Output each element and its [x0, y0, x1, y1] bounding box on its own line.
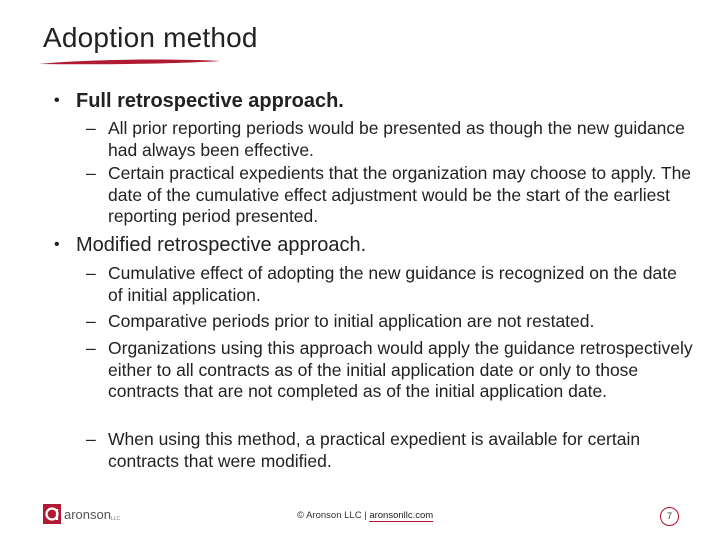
sub-bullet-text: All prior reporting periods would be presented as though the new guidance had always been effective. — [108, 118, 685, 160]
sub-bullet — [86, 311, 693, 333]
sub-dash: – — [86, 429, 96, 449]
logo-suffix: LLC — [111, 516, 121, 522]
bullet-modified-retrospective — [54, 232, 367, 258]
bullet-dot: • — [54, 92, 60, 109]
sub-dash: – — [86, 163, 96, 183]
sub-bullet-text: When using this method, a practical expedient is available for certain contracts that were modified. — [108, 429, 641, 471]
bullet-full-retrospective — [54, 88, 344, 114]
aronson-logo — [43, 503, 123, 525]
sub-bullet — [86, 263, 693, 306]
bullet-label: Full retrospective approach. — [76, 90, 344, 112]
slide-title: Adoption method — [43, 22, 258, 53]
bullet-dot: • — [54, 236, 60, 253]
copyright-text: © Aronson LLC | — [297, 510, 370, 521]
sub-bullet-text: Organizations using this approach would apply the guidance retrospectively either to all contracts as of the initial application date or only to those contracts that are not completed as of the initial application date. — [108, 338, 693, 401]
logo-wordmark: aronson — [64, 507, 111, 522]
sub-bullet — [86, 163, 693, 228]
sub-dash: – — [86, 311, 96, 331]
sub-dash: – — [86, 338, 96, 358]
title-underline — [38, 56, 224, 68]
sub-bullet — [86, 118, 693, 161]
sub-bullet — [86, 338, 693, 403]
bullet-label: Modified retrospective approach. — [76, 234, 367, 256]
sub-bullet-text: Cumulative effect of adopting the new guidance is recognized on the date of initial application. — [108, 263, 677, 305]
page-number: 7 — [660, 507, 679, 526]
sub-bullet-text: Comparative periods prior to initial application are not restated. — [108, 311, 595, 331]
footer-copyright — [297, 510, 433, 521]
sub-dash: – — [86, 263, 96, 283]
sub-bullet — [86, 429, 693, 472]
website-link[interactable]: aronsonllc.com — [369, 510, 434, 521]
sub-dash: – — [86, 118, 96, 138]
sub-bullet-text: Certain practical expedients that the organization may choose to apply. The date of the cumulative effect adjustment would be the start of the earliest reporting period presented. — [108, 163, 692, 226]
